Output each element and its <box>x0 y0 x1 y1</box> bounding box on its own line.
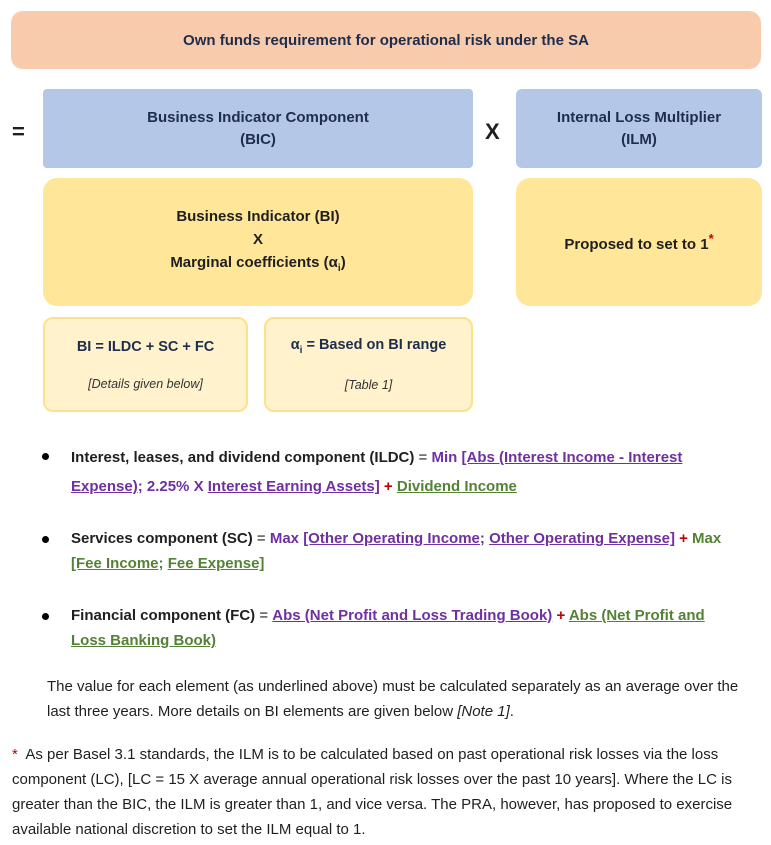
note-paragraph <box>47 674 762 724</box>
alpha-symbol: α <box>290 337 300 354</box>
bullet-dot <box>42 536 49 543</box>
ilm-title: Internal Loss Multiplier <box>556 108 722 126</box>
bic-box <box>43 89 473 168</box>
footnote-star: * <box>12 746 18 763</box>
bullet-dot <box>42 453 49 460</box>
fc-label: Financial component (FC) <box>71 607 256 624</box>
sc-semi2: ; <box>158 555 168 572</box>
ildc-text <box>71 443 742 501</box>
alpha-note: [Table 1] <box>344 377 393 392</box>
proposal-label: Proposed to set to 1 <box>564 236 709 253</box>
equals-sign: = <box>12 119 25 144</box>
sc-label: Services component (SC) <box>71 530 253 547</box>
ildc-sep: ; 2.25% X <box>137 478 208 495</box>
ilm-proposal-box <box>516 178 762 306</box>
sc-semi1: ; <box>479 530 490 547</box>
bi-times: X <box>252 230 263 248</box>
fc-plus: + <box>552 607 569 624</box>
eq: = <box>255 607 273 624</box>
ilm-abbrev: (ILM) <box>621 130 657 148</box>
ildc-bullet <box>42 443 742 501</box>
bi-formula: BI = ILDC + SC + FC <box>76 338 215 355</box>
sc-other-income: [Other Operating Income <box>303 530 480 547</box>
sc-fee-expense: Fee Expense] <box>167 555 265 572</box>
sc-max1: Max <box>269 530 304 547</box>
sc-plus: + <box>674 530 693 547</box>
ildc-label: Interest, leases, and dividend component (ILDC) <box>71 449 415 466</box>
mc-subscript: i <box>337 262 341 274</box>
fc-trading: Abs (Net Profit and Loss Trading Book) <box>272 607 553 624</box>
alpha-description: = Based on BI range <box>302 337 447 354</box>
note-text: The value for each element (as underlined above) must be calculated separately as an average over the last three years. More details on BI elements are given below <box>47 678 739 720</box>
eq: = <box>414 449 432 466</box>
ilm-box <box>516 89 762 168</box>
fc-text <box>71 603 742 653</box>
bic-title: Business Indicator Component <box>147 108 369 126</box>
ildc-min: Min <box>431 449 462 466</box>
marginal-coefficients <box>170 251 345 280</box>
ildc-plus: + <box>379 478 397 495</box>
fc-banking: Abs (Net Profit and Loss Banking Book) <box>71 607 705 649</box>
sc-bullet <box>42 526 742 576</box>
bi-alpha-box <box>43 178 473 306</box>
sc-fee-income: [Fee Income <box>71 555 159 572</box>
alpha-formula <box>291 337 447 356</box>
ildc-iea: Interest Earning Assets] <box>207 478 380 495</box>
bi-formula-box <box>43 317 248 412</box>
ilm-proposal-text <box>564 231 713 253</box>
ildc-abs-term: [Abs (Interest Income - Interest Expense) <box>71 449 683 495</box>
footnote-marker: * <box>708 231 714 246</box>
bi-title: Business Indicator (BI) <box>176 207 340 225</box>
bullet-dot <box>42 613 49 620</box>
bi-formula-note: [Details given below] <box>88 376 203 391</box>
note-ref: [Note 1] <box>457 703 510 720</box>
eq: = <box>252 530 270 547</box>
sc-text <box>71 526 742 576</box>
diagram-title: Own funds requirement for operational risk under the SA <box>183 31 589 49</box>
mc-text: Marginal coefficients (α <box>170 253 338 271</box>
mc-close: ) <box>340 253 346 271</box>
note-end: . <box>509 703 514 720</box>
ildc-dividend: Dividend Income <box>396 478 517 495</box>
footnote-text: As per Basel 3.1 standards, the ILM is to be calculated based on past operational risk losses via the loss component (LC), [LC = 15 X average annual operational risk losses over the past 10 years]. Where the LC is greater than the BIC, the ILM is greater than 1, and vice versa. The PRA, however, has proposed to exercise available national discretion to set the ILM equal to 1. <box>12 746 737 838</box>
footnote <box>12 742 767 842</box>
alpha-box <box>264 317 473 412</box>
sc-max2: Max <box>692 530 722 547</box>
sc-other-expense: Other Operating Expense] <box>489 530 675 547</box>
alpha-subscript: i <box>299 344 303 356</box>
bic-abbrev: (BIC) <box>240 130 276 148</box>
multiply-sign: X <box>485 119 500 144</box>
fc-bullet <box>42 603 742 653</box>
title-box <box>11 11 761 69</box>
